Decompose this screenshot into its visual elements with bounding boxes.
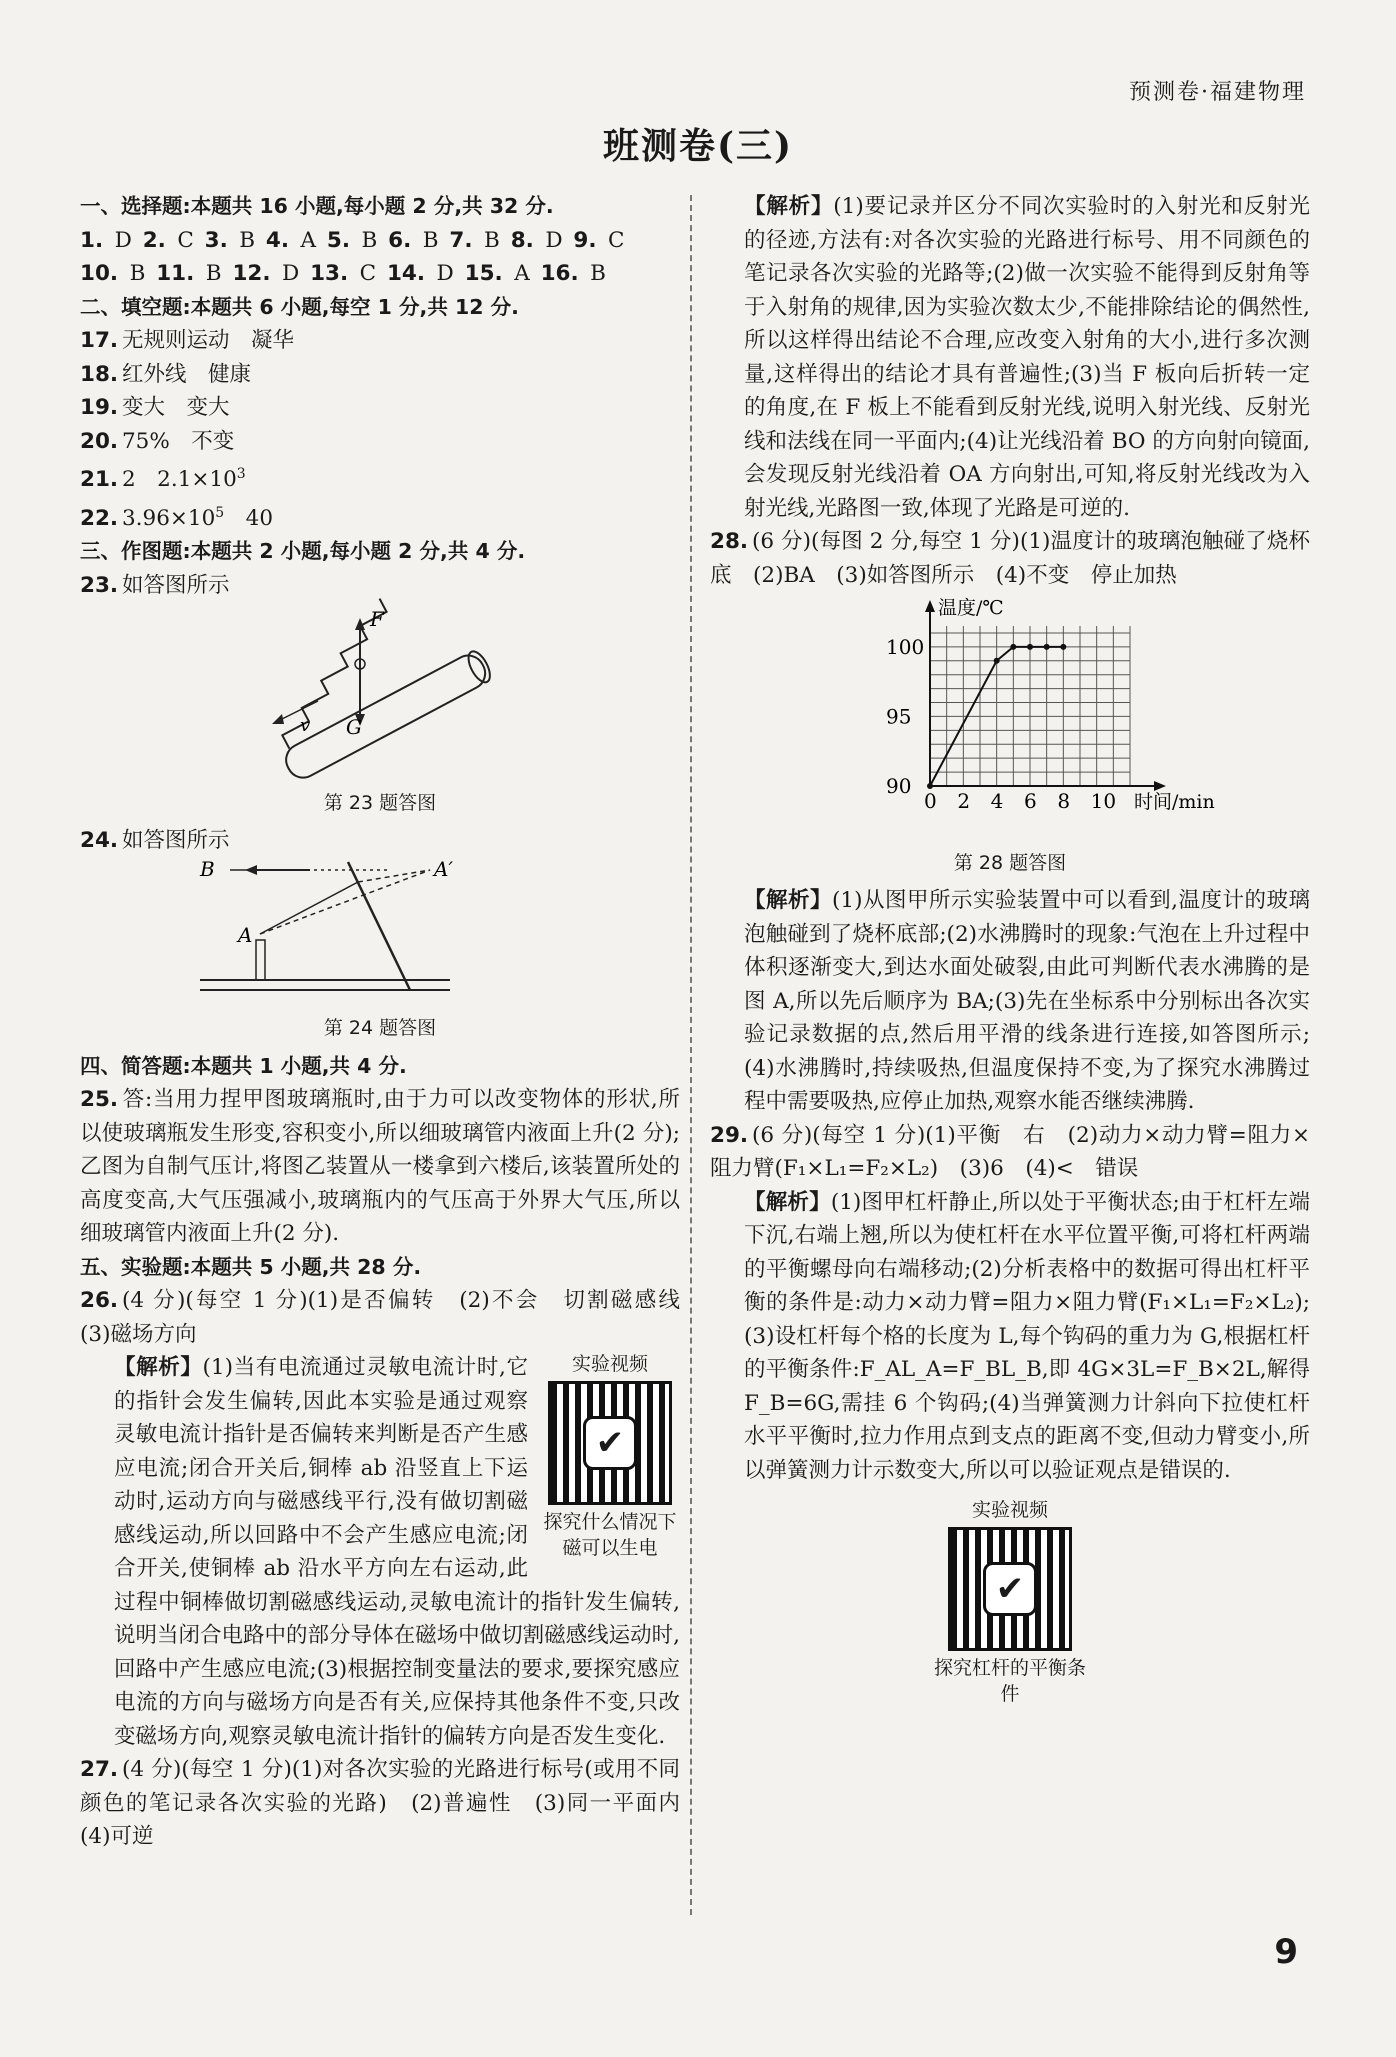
x-axis-label: 时间/min	[1134, 791, 1215, 813]
choice-number: 7.	[449, 227, 485, 253]
qr-code[interactable]	[948, 1527, 1072, 1651]
figure-23	[80, 606, 680, 820]
label-v: v	[300, 715, 311, 737]
answer-28: 28. (6 分)(每图 2 分,每空 1 分)(1)温度计的玻璃泡触碰了烧杯底 (2)BA (3)如答图所示 (4)不变 停止加热	[710, 529, 1310, 588]
choice-answer: B	[422, 227, 450, 253]
analysis-29: 【解析】(1)图甲杠杆静止,所以处于平衡状态;由于杠杆左端下沉,右端上翘,所以为使杠杆在水平位置平衡,可将杠杆两端的平衡螺母向右端移动;(2)分析表格中的数据可得出杠杆平衡的条件是:动力×动力臂=阻力×阻力臂(F₁×L₁=F₂×L₂);(3)设杠杆每个格的长度为 L,每个钩码的重力为 G,根据杠杆的平衡条件:F_AL_A=F_BL_B,即 4G×3L=F_B×2L,解得 F_B=6G,需挂 6 个钩码;(4)当弹簧测力计斜向下拉使杠杆水平平衡时,拉力作用点到支点的距离不变,但动力臂变小,所以弹簧测力计示数变大,所以可以验证观点是错误的.	[744, 1189, 1310, 1483]
answer-29: 29. (6 分)(每空 1 分)(1)平衡 右 (2)动力×动力臂=阻力×阻力臂(F₁×L₁=F₂×L₂) (3)6 (4)< 错误	[710, 1122, 1310, 1181]
choice-number: 3.	[204, 227, 240, 253]
y-tick-label: 100	[886, 634, 925, 659]
choice-number: 16.	[540, 261, 591, 286]
figure-28	[710, 596, 1310, 880]
analysis-26: 实验视频 ✔ 探究什么情况下磁可以生电 【解析】(1)当有电流通过灵敏电流计时,它的指针会发生偏转,因此本实验是通过观察灵敏电流计指针是否偏转来判断是否产生感应电流;闭合开关后,铜棒 ab 沿竖直上下运动时,运动方向与磁感线平行,没有做切割磁感线运动,所以回路中不会产生感应电流;闭合开关,使铜棒 ab 沿水平方向左右运动,此过程中铜棒做切割磁感线运动,灵敏电流计的指针发生偏转,说明当闭合电路中的部分导体在磁场中做切割磁感线运动时,回路中产生感应电流;(3)根据控制变量法的要求,要探究感应电流的方向与磁场方向是否有关,应保持其他条件不变,只改变磁场方向,观察灵敏电流计指针的偏转方向是否发生变化.	[114, 1353, 680, 1749]
data-point	[1010, 644, 1016, 650]
caption-24: 第 24 题答图	[323, 1017, 437, 1040]
choice-number: 13.	[310, 261, 360, 286]
check-icon: ✔	[583, 1416, 637, 1470]
choice-answer: D	[282, 261, 311, 286]
answer-26: 26. (4 分)(每空 1 分)(1)是否偏转 (2)不会 切割磁感线 (3)磁场方向	[80, 1288, 702, 1347]
fill-answer: 20. 75% 不变	[80, 428, 235, 454]
analysis-28: 【解析】(1)从图甲所示实验装置中可以看到,温度计的玻璃泡触碰到了烧杯底部;(2)水沸腾时的现象:气泡在上升过程中体积逐渐变大,到达水面处破裂,由此可判断代表水沸腾的是图 A,所以先后顺序为 BA;(3)先在坐标系中分别标出各次实验记录数据的点,然后用平滑的线条进行连接,如答图所示;(4)水沸腾时,持续吸热,但温度保持不变,为了探究水沸腾过程中需要吸热,应停止加热,观察水能否继续沸腾.	[744, 888, 1310, 1114]
choice-number: 15.	[464, 261, 515, 286]
label-F: F	[370, 607, 384, 632]
x-tick-label: 8	[1057, 789, 1071, 813]
choice-number: 1.	[80, 227, 115, 253]
choice-number: 11.	[156, 261, 206, 286]
choice-answer: B	[361, 227, 389, 253]
left-column	[80, 190, 702, 1854]
choice-number: 5.	[326, 227, 362, 253]
x-tick-label: 0	[924, 789, 937, 813]
label-A-prime: A′	[434, 856, 453, 881]
section-choice: 一、选择题:本题共 16 小题,每小题 2 分,共 32 分.	[80, 194, 554, 218]
choice-number: 8.	[510, 227, 546, 253]
choice-number: 12.	[232, 261, 283, 286]
section-drawing: 三、作图题:本题共 2 小题,每小题 2 分,共 4 分.	[80, 539, 526, 564]
label-G: G	[346, 715, 362, 740]
choice-answer: D	[436, 261, 465, 286]
y-axis-label: 温度/℃	[938, 597, 1004, 619]
choice-number: 9.	[573, 227, 609, 253]
choice-answer: C	[608, 227, 625, 253]
escalator-diagram	[260, 606, 500, 776]
answer-25: 25. 答:当用力捏甲图玻璃瓶时,由于力可以改变物体的形状,所以使玻璃瓶发生形变,容积变小,所以细玻璃管内液面上升(2 分);乙图为自制气压计,将图乙装置从一楼拿到六楼后,该装置所处的高度变高,大气压强减小,玻璃瓶内的气压高于外界大气压,所以细玻璃管内液面上升(2 分).	[80, 1087, 680, 1247]
answer-22: 22. $3.96\times 10^5$ 40	[80, 504, 274, 531]
choice-answer: B	[590, 261, 606, 286]
label-A: A	[238, 922, 253, 947]
section-fill: 二、填空题:本题共 6 小题,每空 1 分,共 12 分.	[80, 294, 519, 319]
data-point	[927, 783, 933, 789]
data-point	[1060, 644, 1066, 650]
analysis-27: 【解析】(1)要记录并区分不同次实验时的入射光和反射光的径迹,方法有:对各次实验的光路进行标号、用不同颜色的笔记录各次实验的光路等;(2)做一次实验不能得到反射角等于入射角的规律,因为实验次数太少,不能排除结论的偶然性,所以这样得出结论不合理,应改变入射角的大小,进行多次测量,这样得出的结论才具有普遍性;(3)当 F 板向后折转一定的角度,在 F 板上不能看到反射光线,说明入射光线、反射光线和法线在同一平面内;(4)让光线沿着 BO 的方向射向镜面,会发现反射光线沿着 OA 方向射出,可知,将反射光线改为入射光线,光路图一致,体现了光路是可逆的.	[744, 194, 1310, 521]
x-tick-label: 10	[1090, 789, 1117, 813]
check-icon: ✔	[983, 1562, 1037, 1616]
series-header: 预测卷·福建物理	[1129, 80, 1306, 105]
choice-answer: B	[205, 261, 233, 286]
choice-number: 10.	[80, 261, 130, 286]
y-tick-label: 90	[886, 774, 912, 798]
fill-answers	[80, 324, 680, 458]
x-axis-arrow	[1154, 781, 1166, 791]
page-number: 9	[1274, 1932, 1298, 1972]
qr-video-29[interactable]: 实验视频 ✔ 探究杠杆的平衡条件	[933, 1499, 1086, 1705]
choice-answers-1	[80, 224, 680, 258]
y-axis-arrow	[925, 600, 935, 612]
choice-answer: D	[114, 227, 143, 253]
page-title: 班测卷(三)	[602, 125, 794, 167]
caption-23: 第 23 题答图	[323, 791, 437, 814]
data-point	[1044, 644, 1050, 650]
fill-answer: 18. 红外线 健康	[80, 361, 252, 387]
choice-answer: B	[239, 227, 266, 253]
caption-28: 第 28 题答图	[953, 851, 1067, 874]
answer-21: 21. 2 $2.1\times 10^3$	[80, 466, 246, 493]
choice-answer: D	[545, 227, 574, 253]
data-point	[994, 658, 1000, 664]
label-B: B	[200, 856, 215, 881]
x-tick-label: 2	[957, 789, 971, 813]
choice-answers-2	[80, 257, 680, 291]
section-experiment: 五、实验题:本题共 5 小题,共 28 分.	[80, 1254, 422, 1279]
choice-number: 14.	[386, 261, 437, 286]
choice-answer: B	[484, 227, 511, 253]
qr-video-26[interactable]: 实验视频 ✔ 探究什么情况下磁可以生电	[543, 1353, 677, 1560]
right-column	[710, 190, 1310, 1707]
fill-answer: 19. 变大 变大	[80, 395, 230, 420]
answer-27: 27. (4 分)(每空 1 分)(1)对各次实验的光路进行标号(或用不同颜色的笔记录各次实验的光路) (2)普遍性 (3)同一平面内 (4)可逆	[80, 1757, 702, 1850]
choice-number: 6.	[388, 227, 423, 253]
choice-answer: B	[129, 261, 157, 286]
choice-number: 2.	[142, 227, 178, 253]
choice-answer: C	[359, 261, 387, 286]
figure-24	[80, 856, 680, 1046]
x-tick-label: 6	[1024, 789, 1037, 813]
choice-answer: A	[300, 227, 327, 253]
column-divider	[690, 195, 692, 1915]
fill-answer: 17. 无规则运动 凝华	[80, 328, 295, 353]
answer-23: 23. 如答图所示	[80, 572, 230, 598]
y-tick-label: 95	[886, 704, 912, 729]
section-short: 四、简答题:本题共 1 小题,共 4 分.	[80, 1053, 407, 1078]
answer-24: 24. 如答图所示	[80, 828, 230, 854]
x-tick-label: 4	[990, 789, 1004, 813]
qr-code[interactable]	[548, 1381, 672, 1505]
choice-number: 4.	[265, 227, 301, 253]
mirror-diagram	[200, 856, 560, 1002]
choice-answer: A	[514, 261, 541, 286]
choice-answer: C	[177, 227, 205, 253]
data-point	[1027, 644, 1033, 650]
temperature-chart	[840, 596, 1215, 836]
